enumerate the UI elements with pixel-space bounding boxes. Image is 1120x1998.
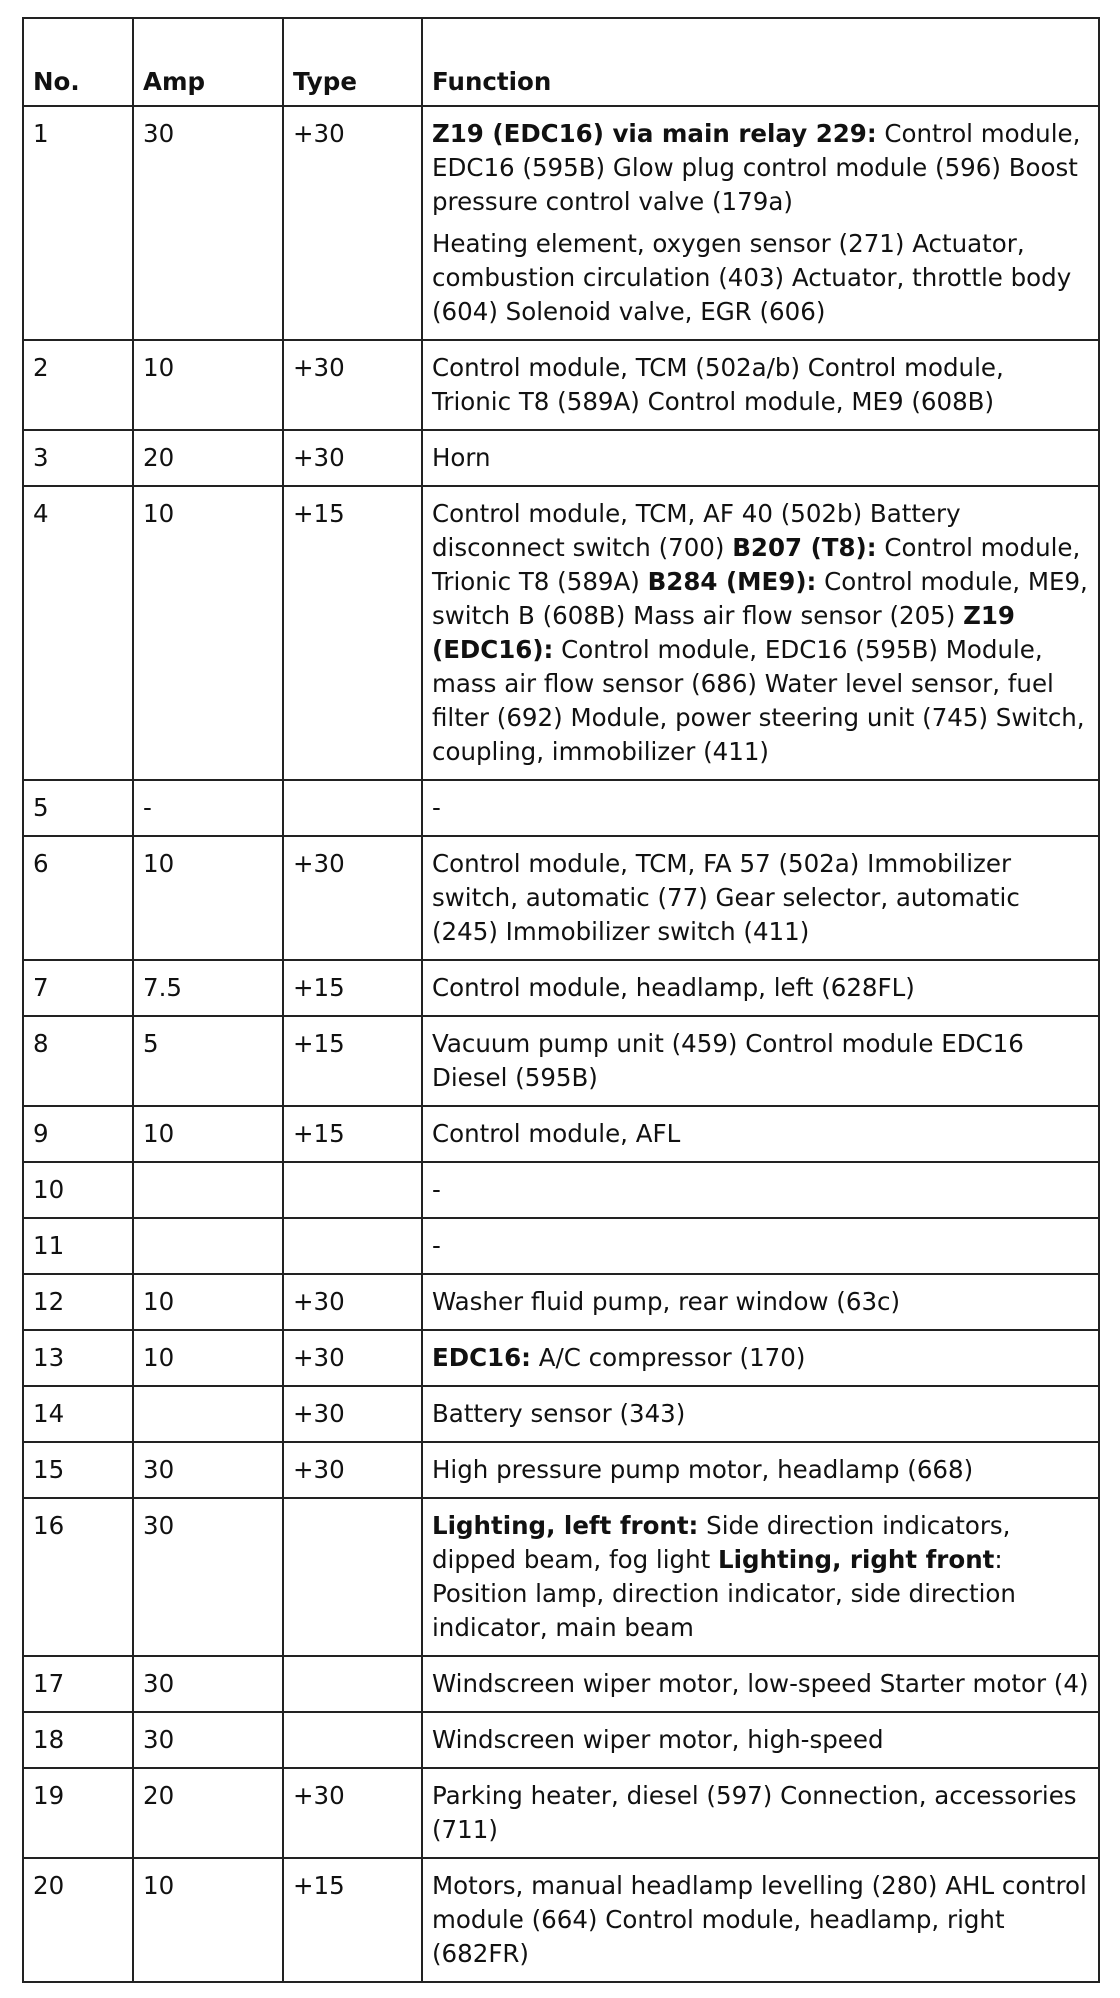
- cell-no: 17: [23, 1656, 133, 1712]
- function-text: High pressure pump motor, headlamp (668): [432, 1455, 974, 1484]
- cell-no: 15: [23, 1442, 133, 1498]
- cell-amp: 10: [133, 1274, 283, 1330]
- function-text: Control module, ME9, switch B (608B) Mass air flow sensor (205): [432, 567, 1088, 630]
- cell-amp: 30: [133, 1442, 283, 1498]
- fuse-table: [22, 17, 1100, 1983]
- function-bold-label: EDC16:: [432, 1343, 531, 1372]
- cell-amp: 10: [133, 836, 283, 960]
- cell-amp: 30: [133, 1656, 283, 1712]
- cell-amp: [133, 1162, 283, 1218]
- cell-no: 3: [23, 430, 133, 486]
- table-row: [23, 1858, 1099, 1982]
- cell-amp: 5: [133, 1016, 283, 1106]
- function-text: -: [432, 1231, 441, 1260]
- cell-amp: [133, 1218, 283, 1274]
- cell-amp: 20: [133, 1768, 283, 1858]
- cell-function: [422, 1498, 1099, 1656]
- function-text: Windscreen wiper motor, high-speed: [432, 1725, 884, 1754]
- cell-no: 8: [23, 1016, 133, 1106]
- function-text: Windscreen wiper motor, low-speed Starter motor (4): [432, 1669, 1089, 1698]
- cell-amp: 10: [133, 1106, 283, 1162]
- function-text: A/C compressor (170): [530, 1343, 806, 1372]
- cell-type: +30: [283, 340, 422, 430]
- cell-amp: -: [133, 780, 283, 836]
- cell-type: +15: [283, 1106, 422, 1162]
- cell-type: [283, 1712, 422, 1768]
- table-row: [23, 780, 1099, 836]
- table-row: [23, 106, 1099, 340]
- function-bold-label: Z19 (EDC16):: [432, 601, 1015, 664]
- function-text: Control module, headlamp, left (628FL): [432, 973, 915, 1002]
- cell-no: 9: [23, 1106, 133, 1162]
- cell-function: [422, 1386, 1099, 1442]
- table-row: [23, 1218, 1099, 1274]
- function-bold-label: B284 (ME9):: [647, 567, 817, 596]
- table-row: [23, 1016, 1099, 1106]
- function-text: Control module, TCM, AF 40 (502b) Battery disconnect switch (700): [432, 499, 961, 562]
- fuse-table-container: [22, 17, 1098, 1983]
- cell-function: [422, 1274, 1099, 1330]
- function-text: Control module, TCM, FA 57 (502a) Immobilizer switch, automatic (77) Gear selector, automatic (245) Immobilizer switch (411): [432, 849, 1020, 946]
- cell-function: [422, 1218, 1099, 1274]
- function-paragraph: [432, 971, 1089, 1005]
- table-row: [23, 430, 1099, 486]
- cell-function: [422, 1330, 1099, 1386]
- cell-amp: 20: [133, 430, 283, 486]
- function-text: Horn: [432, 443, 491, 472]
- table-row: [23, 1712, 1099, 1768]
- function-paragraph: [432, 351, 1089, 419]
- cell-function: [422, 1162, 1099, 1218]
- table-row: [23, 1768, 1099, 1858]
- cell-function: [422, 1712, 1099, 1768]
- cell-amp: 30: [133, 106, 283, 340]
- table-row: [23, 1386, 1099, 1442]
- cell-type: +15: [283, 1858, 422, 1982]
- cell-function: [422, 486, 1099, 780]
- cell-type: +15: [283, 1016, 422, 1106]
- function-text: -: [432, 793, 441, 822]
- header-amp: Amp: [133, 18, 283, 106]
- cell-type: +30: [283, 106, 422, 340]
- cell-function: [422, 340, 1099, 430]
- cell-amp: 10: [133, 1330, 283, 1386]
- table-row: [23, 1274, 1099, 1330]
- header-type: Type: [283, 18, 422, 106]
- table-row: [23, 340, 1099, 430]
- cell-function: [422, 1768, 1099, 1858]
- table-row: [23, 836, 1099, 960]
- function-paragraph: [432, 1453, 1089, 1487]
- cell-amp: 7.5: [133, 960, 283, 1016]
- function-paragraph: [432, 1667, 1089, 1701]
- function-text: Control module, AFL: [432, 1119, 681, 1148]
- cell-function: [422, 1016, 1099, 1106]
- table-body: [23, 106, 1099, 1982]
- cell-function: [422, 1442, 1099, 1498]
- cell-no: 12: [23, 1274, 133, 1330]
- cell-function: [422, 836, 1099, 960]
- cell-amp: 30: [133, 1498, 283, 1656]
- cell-type: +30: [283, 836, 422, 960]
- function-paragraph: [432, 1397, 1089, 1431]
- function-paragraph: [432, 1779, 1089, 1847]
- cell-no: 4: [23, 486, 133, 780]
- cell-type: +15: [283, 960, 422, 1016]
- cell-no: 1: [23, 106, 133, 340]
- function-text: Control module, TCM (502a/b) Control module, Trionic T8 (589A) Control module, ME9 (608B): [432, 353, 1004, 416]
- function-paragraph: [432, 1509, 1089, 1645]
- function-paragraph: [432, 1173, 1089, 1207]
- function-text: Vacuum pump unit (459) Control module EDC16 Diesel (595B): [432, 1029, 1024, 1092]
- function-paragraph: [432, 791, 1089, 825]
- cell-type: [283, 1656, 422, 1712]
- table-row: [23, 1442, 1099, 1498]
- cell-no: 14: [23, 1386, 133, 1442]
- cell-no: 16: [23, 1498, 133, 1656]
- function-text: Motors, manual headlamp levelling (280) AHL control module (664) Control module, headlamp, right (682FR): [432, 1871, 1087, 1968]
- table-row: [23, 1330, 1099, 1386]
- function-text: -: [432, 1175, 441, 1204]
- function-text: Side direction indicators, dipped beam, fog light: [432, 1511, 1011, 1574]
- cell-type: [283, 1162, 422, 1218]
- function-text: Heating element, oxygen sensor (271) Actuator, combustion circulation (403) Actuator, throttle body (604) Solenoid valve, EGR (606): [432, 229, 1072, 326]
- function-text: Control module, Trionic T8 (589A): [432, 533, 1081, 596]
- cell-function: [422, 106, 1099, 340]
- header-no: No.: [23, 18, 133, 106]
- cell-no: 19: [23, 1768, 133, 1858]
- function-paragraph: [432, 1341, 1089, 1375]
- function-text: Washer fluid pump, rear window (63c): [432, 1287, 901, 1316]
- cell-function: [422, 430, 1099, 486]
- function-bold-label: B207 (T8):: [732, 533, 877, 562]
- cell-function: [422, 1106, 1099, 1162]
- cell-amp: [133, 1386, 283, 1442]
- cell-amp: 10: [133, 1858, 283, 1982]
- cell-type: +30: [283, 1330, 422, 1386]
- cell-function: [422, 960, 1099, 1016]
- cell-no: 2: [23, 340, 133, 430]
- cell-type: +30: [283, 1274, 422, 1330]
- function-paragraph: [432, 1285, 1089, 1319]
- function-text: Control module, EDC16 (595B) Module, mass air flow sensor (686) Water level sensor, fuel filter (692) Module, power steering unit (745) Switch, coupling, immobilizer (411): [432, 635, 1085, 766]
- function-paragraph: [432, 1229, 1089, 1263]
- function-text: Control module, EDC16 (595B) Glow plug control module (596) Boost pressure control valve (179a): [432, 119, 1081, 216]
- header-row: [23, 18, 1099, 106]
- cell-amp: 10: [133, 340, 283, 430]
- cell-no: 6: [23, 836, 133, 960]
- table-row: [23, 960, 1099, 1016]
- function-paragraph: [432, 441, 1089, 475]
- cell-type: [283, 780, 422, 836]
- function-text: Parking heater, diesel (597) Connection, accessories (711): [432, 1781, 1077, 1844]
- table-row: [23, 1656, 1099, 1712]
- cell-no: 10: [23, 1162, 133, 1218]
- function-paragraph: [432, 1869, 1089, 1971]
- cell-type: [283, 1498, 422, 1656]
- header-function: Function: [422, 18, 1099, 106]
- function-bold-label: Lighting, right front: [718, 1545, 995, 1574]
- cell-type: +30: [283, 430, 422, 486]
- cell-type: +15: [283, 486, 422, 780]
- function-text: : Position lamp, direction indicator, side direction indicator, main beam: [432, 1545, 1016, 1642]
- cell-type: +30: [283, 1442, 422, 1498]
- cell-function: [422, 1858, 1099, 1982]
- cell-amp: 30: [133, 1712, 283, 1768]
- cell-function: [422, 780, 1099, 836]
- function-paragraph: [432, 117, 1089, 219]
- table-row: [23, 486, 1099, 780]
- function-paragraph: [432, 847, 1089, 949]
- cell-no: 20: [23, 1858, 133, 1982]
- cell-amp: 10: [133, 486, 283, 780]
- cell-type: +30: [283, 1768, 422, 1858]
- table-row: [23, 1498, 1099, 1656]
- cell-no: 7: [23, 960, 133, 1016]
- cell-no: 11: [23, 1218, 133, 1274]
- cell-no: 18: [23, 1712, 133, 1768]
- function-paragraph: [432, 1027, 1089, 1095]
- cell-type: +30: [283, 1386, 422, 1442]
- cell-no: 5: [23, 780, 133, 836]
- function-text: Battery sensor (343): [432, 1399, 686, 1428]
- function-paragraph: [432, 227, 1089, 329]
- cell-no: 13: [23, 1330, 133, 1386]
- function-bold-label: Z19 (EDC16) via main relay 229:: [432, 119, 877, 148]
- table-row: [23, 1162, 1099, 1218]
- function-paragraph: [432, 497, 1089, 769]
- function-paragraph: [432, 1117, 1089, 1151]
- table-row: [23, 1106, 1099, 1162]
- function-paragraph: [432, 1723, 1089, 1757]
- function-bold-label: Lighting, left front:: [432, 1511, 699, 1540]
- cell-type: [283, 1218, 422, 1274]
- cell-function: [422, 1656, 1099, 1712]
